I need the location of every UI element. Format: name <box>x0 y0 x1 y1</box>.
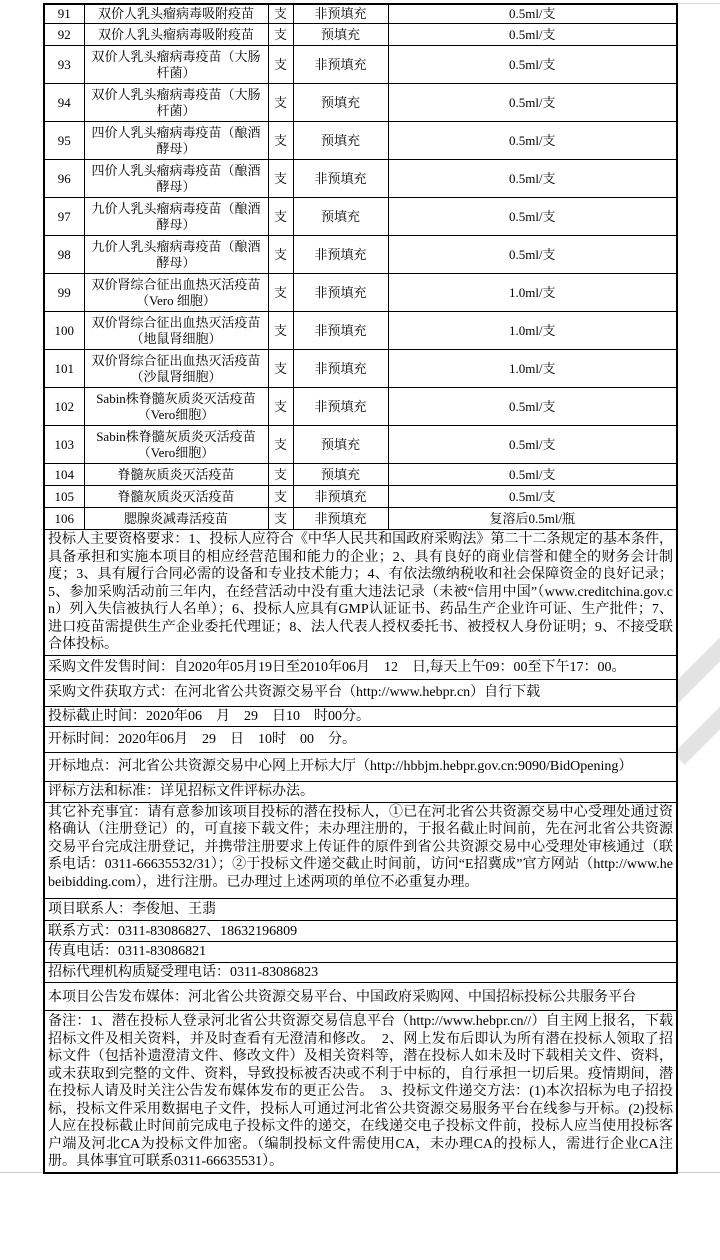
section-open_time: 开标时间：2020年06月 29 日 10时 00 分。 <box>44 727 677 753</box>
table-row <box>44 236 677 274</box>
table-row <box>44 4 677 24</box>
vaccine-name-cell: Sabin株脊髓灰质炎灭活疫苗（Vero细胞） <box>84 388 268 426</box>
vaccine-name-cell: 双价人乳头瘤病毒疫苗（大肠杆菌） <box>84 84 268 122</box>
section-row <box>44 962 677 983</box>
vaccine-name-cell: 九价人乳头瘤病毒疫苗（酿酒酵母） <box>84 198 268 236</box>
vaccine-table-body <box>44 4 677 530</box>
section-remark: 备注：1、潜在投标人登录河北省公共资源交易信息平台（http://www.hebpr.cn//）自主网上报名，下载招标文件及相关资料，并及时查看有无澄清和修改。 2、网上发布后即认为所有潜在投标人领取了招标文件（包括补遗澄清文件、修改文件）及相关资料等，潜在投标人如未及时下载相关文件、资料，或未获取到完整的文件、资料，导致投标被否决或不利于中标的，自行承担一切后果。疫情期间，潜在投标人请及时关注公告发布媒体发布的更正公告。 3、投标文件递交方法：(1)本次招标为电子招投标，投标文件采用数据电子文件，投标人可通过河北省公共资源交易服务平台在线参与开标。(2)投标人应在投标截止时间前完成电子投标文件的递交，在线递交电子投标文件前，投标人应当使用投标客户端及河北CA为投标文件加密。（编制投标文件需使用CA，未办理CA的投标人，需进行企业CA注册。具体事宜可联系0311-66635531）。 <box>44 1011 677 1173</box>
section-agency_phone: 招标代理机构质疑受理电话：0311-83086823 <box>44 962 677 983</box>
row-number-cell: 106 <box>44 508 84 530</box>
unit-cell: 支 <box>268 4 293 24</box>
section-row <box>44 679 677 706</box>
unit-cell: 支 <box>268 426 293 464</box>
fill-type-cell: 非预填充 <box>293 312 388 350</box>
row-number-cell: 102 <box>44 388 84 426</box>
section-open_place: 开标地点：河北省公共资源交易中心网上开标大厅（http://hbbjm.hebpr.gov.cn:9090/BidOpening） <box>44 753 677 782</box>
watermark-stroke-lower <box>673 691 720 765</box>
unit-cell: 支 <box>268 122 293 160</box>
fill-type-cell: 预填充 <box>293 84 388 122</box>
row-number-cell: 101 <box>44 350 84 388</box>
spec-cell: 0.5ml/支 <box>388 426 677 464</box>
row-number-cell: 103 <box>44 426 84 464</box>
row-number-cell: 93 <box>44 46 84 84</box>
table-row <box>44 24 677 46</box>
section-row <box>44 655 677 679</box>
section-other: 其它补充事宜：请有意参加该项目投标的潜在投标人，①已在河北省公共资源交易中心受理处通过资格确认（注册登记）的，可直接下载文件；未办理注册的，于报名截止时间前，先在河北省公共资源交易平台完成注册登记，并携带注册要求上传证件的原件到省公共资源交易中心受理处审核通过（联系电话：0311-66635532/31）；②于投标文件递交截止时间前，访问“E招冀成”官方网站（http://www.hebeibidding.com），进行注册。已办理过上述两项的单位不必重复办理。 <box>44 802 677 898</box>
spec-cell: 复溶后0.5ml/瓶 <box>388 508 677 530</box>
section-contact_way: 联系方式：0311-83086827、18632196809 <box>44 920 677 942</box>
table-row <box>44 426 677 464</box>
unit-cell: 支 <box>268 350 293 388</box>
section-media: 本项目公告发布媒体：河北省公共资源交易平台、中国政府采购网、中国招标投标公共服务平台 <box>44 983 677 1011</box>
fill-type-cell: 预填充 <box>293 426 388 464</box>
section-row <box>44 898 677 920</box>
vaccine-name-cell: 四价人乳头瘤病毒疫苗（酿酒酵母） <box>84 122 268 160</box>
section-row <box>44 802 677 898</box>
fill-type-cell: 预填充 <box>293 198 388 236</box>
section-eval: 评标方法和标准：详见招标文件评标办法。 <box>44 782 677 803</box>
unit-cell: 支 <box>268 508 293 530</box>
fill-type-cell: 预填充 <box>293 122 388 160</box>
unit-cell: 支 <box>268 236 293 274</box>
section-contact_person: 项目联系人：李俊旭、王翡 <box>44 898 677 920</box>
spec-cell: 1.0ml/支 <box>388 350 677 388</box>
procurement-notice-table <box>43 3 678 1174</box>
page-top-edge-line <box>676 3 720 4</box>
section-row <box>44 706 677 727</box>
table-row <box>44 350 677 388</box>
row-number-cell: 99 <box>44 274 84 312</box>
spec-cell: 0.5ml/支 <box>388 388 677 426</box>
vaccine-name-cell: 九价人乳头瘤病毒疫苗（酿酒酵母） <box>84 236 268 274</box>
sections-body <box>44 530 677 1173</box>
row-number-cell: 105 <box>44 486 84 508</box>
unit-cell: 支 <box>268 198 293 236</box>
unit-cell: 支 <box>268 160 293 198</box>
unit-cell: 支 <box>268 388 293 426</box>
spec-cell: 0.5ml/支 <box>388 236 677 274</box>
table-row <box>44 486 677 508</box>
spec-cell: 0.5ml/支 <box>388 486 677 508</box>
row-number-cell: 100 <box>44 312 84 350</box>
table-row <box>44 84 677 122</box>
vaccine-name-cell: 脊髓灰质炎灭活疫苗 <box>84 486 268 508</box>
unit-cell: 支 <box>268 312 293 350</box>
section-row <box>44 530 677 656</box>
fill-type-cell: 非预填充 <box>293 46 388 84</box>
section-row <box>44 782 677 803</box>
table-row <box>44 464 677 486</box>
section-row <box>44 920 677 942</box>
fill-type-cell: 非预填充 <box>293 350 388 388</box>
unit-cell: 支 <box>268 84 293 122</box>
table-row <box>44 160 677 198</box>
row-number-cell: 96 <box>44 160 84 198</box>
row-number-cell: 104 <box>44 464 84 486</box>
vaccine-name-cell: 脊髓灰质炎灭活疫苗 <box>84 464 268 486</box>
unit-cell: 支 <box>268 24 293 46</box>
unit-cell: 支 <box>268 464 293 486</box>
section-obtain: 采购文件获取方式：在河北省公共资源交易平台（http://www.hebpr.cn）自行下载 <box>44 679 677 706</box>
fill-type-cell: 非预填充 <box>293 388 388 426</box>
table-row <box>44 122 677 160</box>
section-row <box>44 753 677 782</box>
row-number-cell: 95 <box>44 122 84 160</box>
table-row <box>44 46 677 84</box>
fill-type-cell: 预填充 <box>293 24 388 46</box>
fill-type-cell: 非预填充 <box>293 508 388 530</box>
vaccine-name-cell: 双价人乳头瘤病毒吸附疫苗 <box>84 4 268 24</box>
unit-cell: 支 <box>268 274 293 312</box>
spec-cell: 0.5ml/支 <box>388 46 677 84</box>
section-row <box>44 942 677 963</box>
table-row <box>44 312 677 350</box>
spec-cell: 1.0ml/支 <box>388 312 677 350</box>
vaccine-name-cell: Sabin株脊髓灰质炎灭活疫苗（Vero细胞） <box>84 426 268 464</box>
fill-type-cell: 预填充 <box>293 464 388 486</box>
section-row <box>44 1011 677 1173</box>
row-number-cell: 92 <box>44 24 84 46</box>
fill-type-cell: 非预填充 <box>293 236 388 274</box>
table-row <box>44 198 677 236</box>
fill-type-cell: 非预填充 <box>293 4 388 24</box>
row-number-cell: 91 <box>44 4 84 24</box>
spec-cell: 0.5ml/支 <box>388 198 677 236</box>
fill-type-cell: 非预填充 <box>293 486 388 508</box>
section-deadline: 投标截止时间：2020年06 月 29 日10 时00分。 <box>44 706 677 727</box>
table-row <box>44 274 677 312</box>
vaccine-name-cell: 双价肾综合征出血热灭活疫苗（沙鼠肾细胞） <box>84 350 268 388</box>
unit-cell: 支 <box>268 46 293 84</box>
spec-cell: 0.5ml/支 <box>388 24 677 46</box>
fill-type-cell: 非预填充 <box>293 274 388 312</box>
fill-type-cell: 非预填充 <box>293 160 388 198</box>
row-number-cell: 98 <box>44 236 84 274</box>
vaccine-name-cell: 四价人乳头瘤病毒疫苗（酿酒酵母） <box>84 160 268 198</box>
vaccine-name-cell: 双价人乳头瘤病毒吸附疫苗 <box>84 24 268 46</box>
spec-cell: 0.5ml/支 <box>388 160 677 198</box>
vaccine-name-cell: 双价人乳头瘤病毒疫苗（大肠杆菌） <box>84 46 268 84</box>
section-row <box>44 727 677 753</box>
table-row <box>44 388 677 426</box>
spec-cell: 0.5ml/支 <box>388 84 677 122</box>
vaccine-name-cell: 双价肾综合征出血热灭活疫苗（Vero 细胞） <box>84 274 268 312</box>
spec-cell: 1.0ml/支 <box>388 274 677 312</box>
section-fax: 传真电话：0311-83086821 <box>44 942 677 963</box>
vaccine-name-cell: 双价肾综合征出血热灭活疫苗（地鼠肾细胞） <box>84 312 268 350</box>
spec-cell: 0.5ml/支 <box>388 122 677 160</box>
row-number-cell: 94 <box>44 84 84 122</box>
vaccine-name-cell: 腮腺炎减毒活疫苗 <box>84 508 268 530</box>
section-row <box>44 983 677 1011</box>
spec-cell: 0.5ml/支 <box>388 4 677 24</box>
section-qualification: 投标人主要资格要求：1、投标人应符合《中华人民共和国政府采购法》第二十二条规定的基本条件，具备承担和实施本项目的相应经营范围和能力的企业；2、具有良好的商业信誉和健全的财务会计制度；3、具有履行合同必需的设备和专业技术能力；4、有依法缴纳税收和社会保障资金的良好记录；5、参加采购活动前三年内，在经营活动中没有重大违法记录（未被“信用中国”（www.creditchina.gov.cn）列入失信被执行人名单）；6、投标人应具有GMP认证证书、药品生产企业许可证、生产批件；7、进口疫苗需提供生产企业委托代理证；8、法人代表人授权委托书、被授权人身份证明；9、不接受联合体投标。 <box>44 530 677 656</box>
section-sale_time: 采购文件发售时间：自2020年05月19日至2010年06月 12 日,每天上午09：00至下午17：00。 <box>44 655 677 679</box>
table-row <box>44 508 677 530</box>
unit-cell: 支 <box>268 486 293 508</box>
row-number-cell: 97 <box>44 198 84 236</box>
spec-cell: 0.5ml/支 <box>388 464 677 486</box>
